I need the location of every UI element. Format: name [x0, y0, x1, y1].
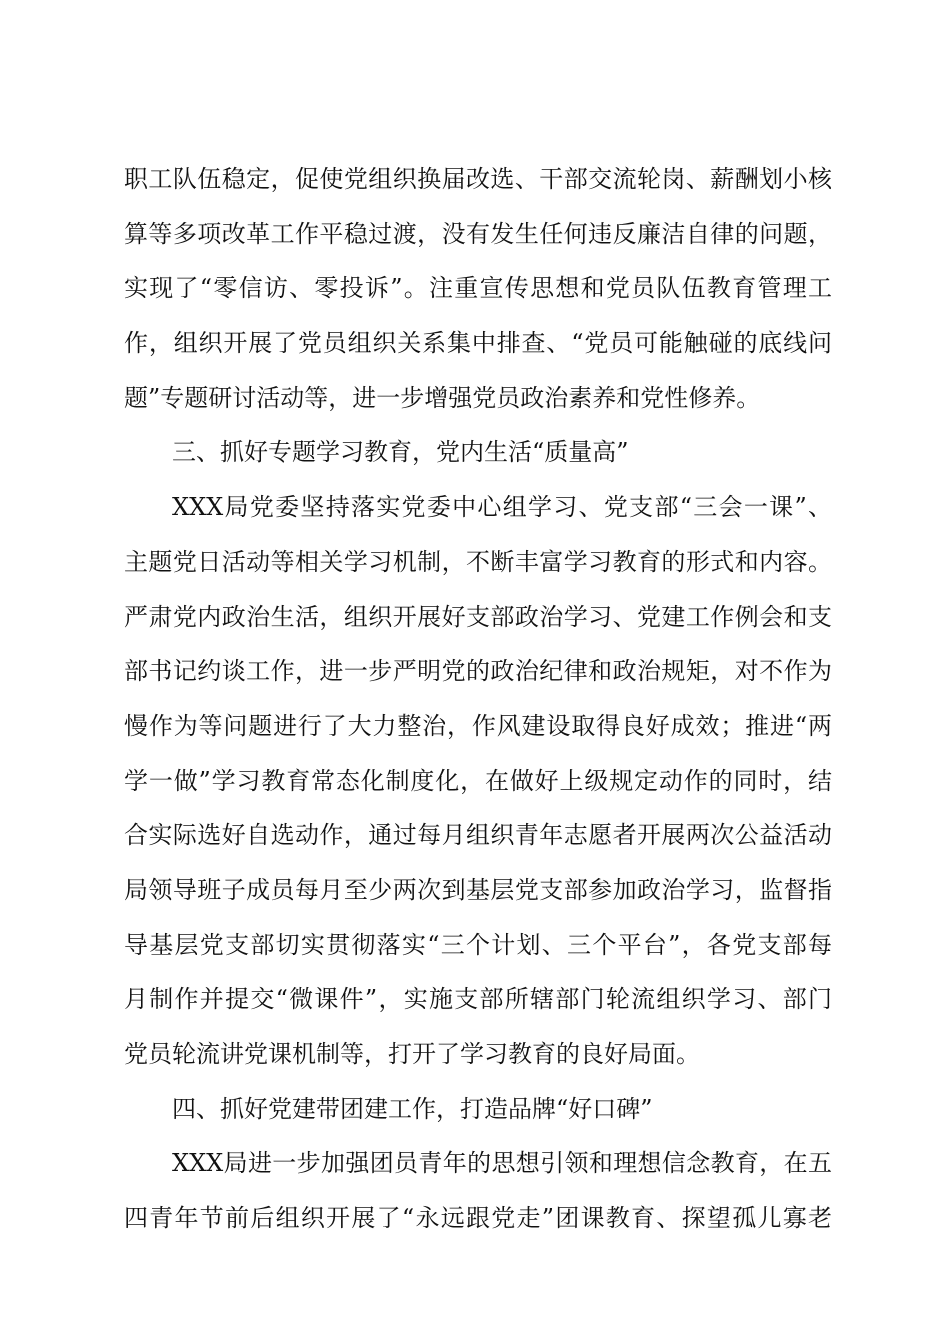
text-line: 导基层党支部切实贯彻落实“三个计划、三个平台”，各党支部每	[124, 930, 832, 959]
text-line: 实现了“零信访、零投诉”。注重宣传思想和党员队伍教育管理工	[124, 274, 832, 303]
text-line: 职工队伍稳定，促使党组织换届改选、干部交流轮岗、薪酬划小核	[124, 165, 832, 193]
text-line: 合实际选好自选动作，通过每月组织青年志愿者开展两次公益活动	[124, 821, 832, 850]
section-heading: 三、抓好专题学习教育，党内生活“质量高”	[172, 438, 629, 467]
text-line: 主题党日活动等相关学习机制，不断丰富学习教育的形式和内容。	[124, 547, 832, 576]
text-line: 学一做”学习教育常态化制度化，在做好上级规定动作的同时，结	[124, 766, 832, 795]
text-line: 题”专题研讨活动等，进一步增强党员政治素养和党性修养。	[124, 383, 761, 412]
text-line: 月制作并提交“微课件”，实施支部所辖部门轮流组织学习、部门	[124, 985, 832, 1014]
text-line: XXX局党委坚持落实党委中心组学习、党支部“三会一课”、	[172, 493, 832, 522]
text-line: XXX局进一步加强团员青年的思想引领和理想信念教育，在五	[172, 1149, 832, 1178]
text-line: 算等多项改革工作平稳过渡，没有发生任何违反廉洁自律的问题，	[124, 219, 832, 248]
text-line: 四青年节前后组织开展了“永远跟党走”团课教育、探望孤儿寡老	[124, 1204, 832, 1233]
text-line: 部书记约谈工作，进一步严明党的政治纪律和政治规矩，对不作为	[124, 657, 832, 686]
text-line: 局领导班子成员每月至少两次到基层党支部参加政治学习，监督指	[124, 875, 832, 904]
document-body	[124, 152, 832, 1246]
section-heading: 四、抓好党建带团建工作，打造品牌“好口碑”	[172, 1094, 653, 1123]
text-line: 严肃党内政治生活，组织开展好支部政治学习、党建工作例会和支	[124, 602, 832, 631]
text-line: 党员轮流讲党课机制等，打开了学习教育的良好局面。	[124, 1040, 700, 1068]
text-line: 慢作为等问题进行了大力整治，作风建设取得良好成效；推进“两	[124, 711, 832, 740]
text-line: 作，组织开展了党员组织关系集中排查、“党员可能触碰的底线问	[124, 329, 832, 358]
